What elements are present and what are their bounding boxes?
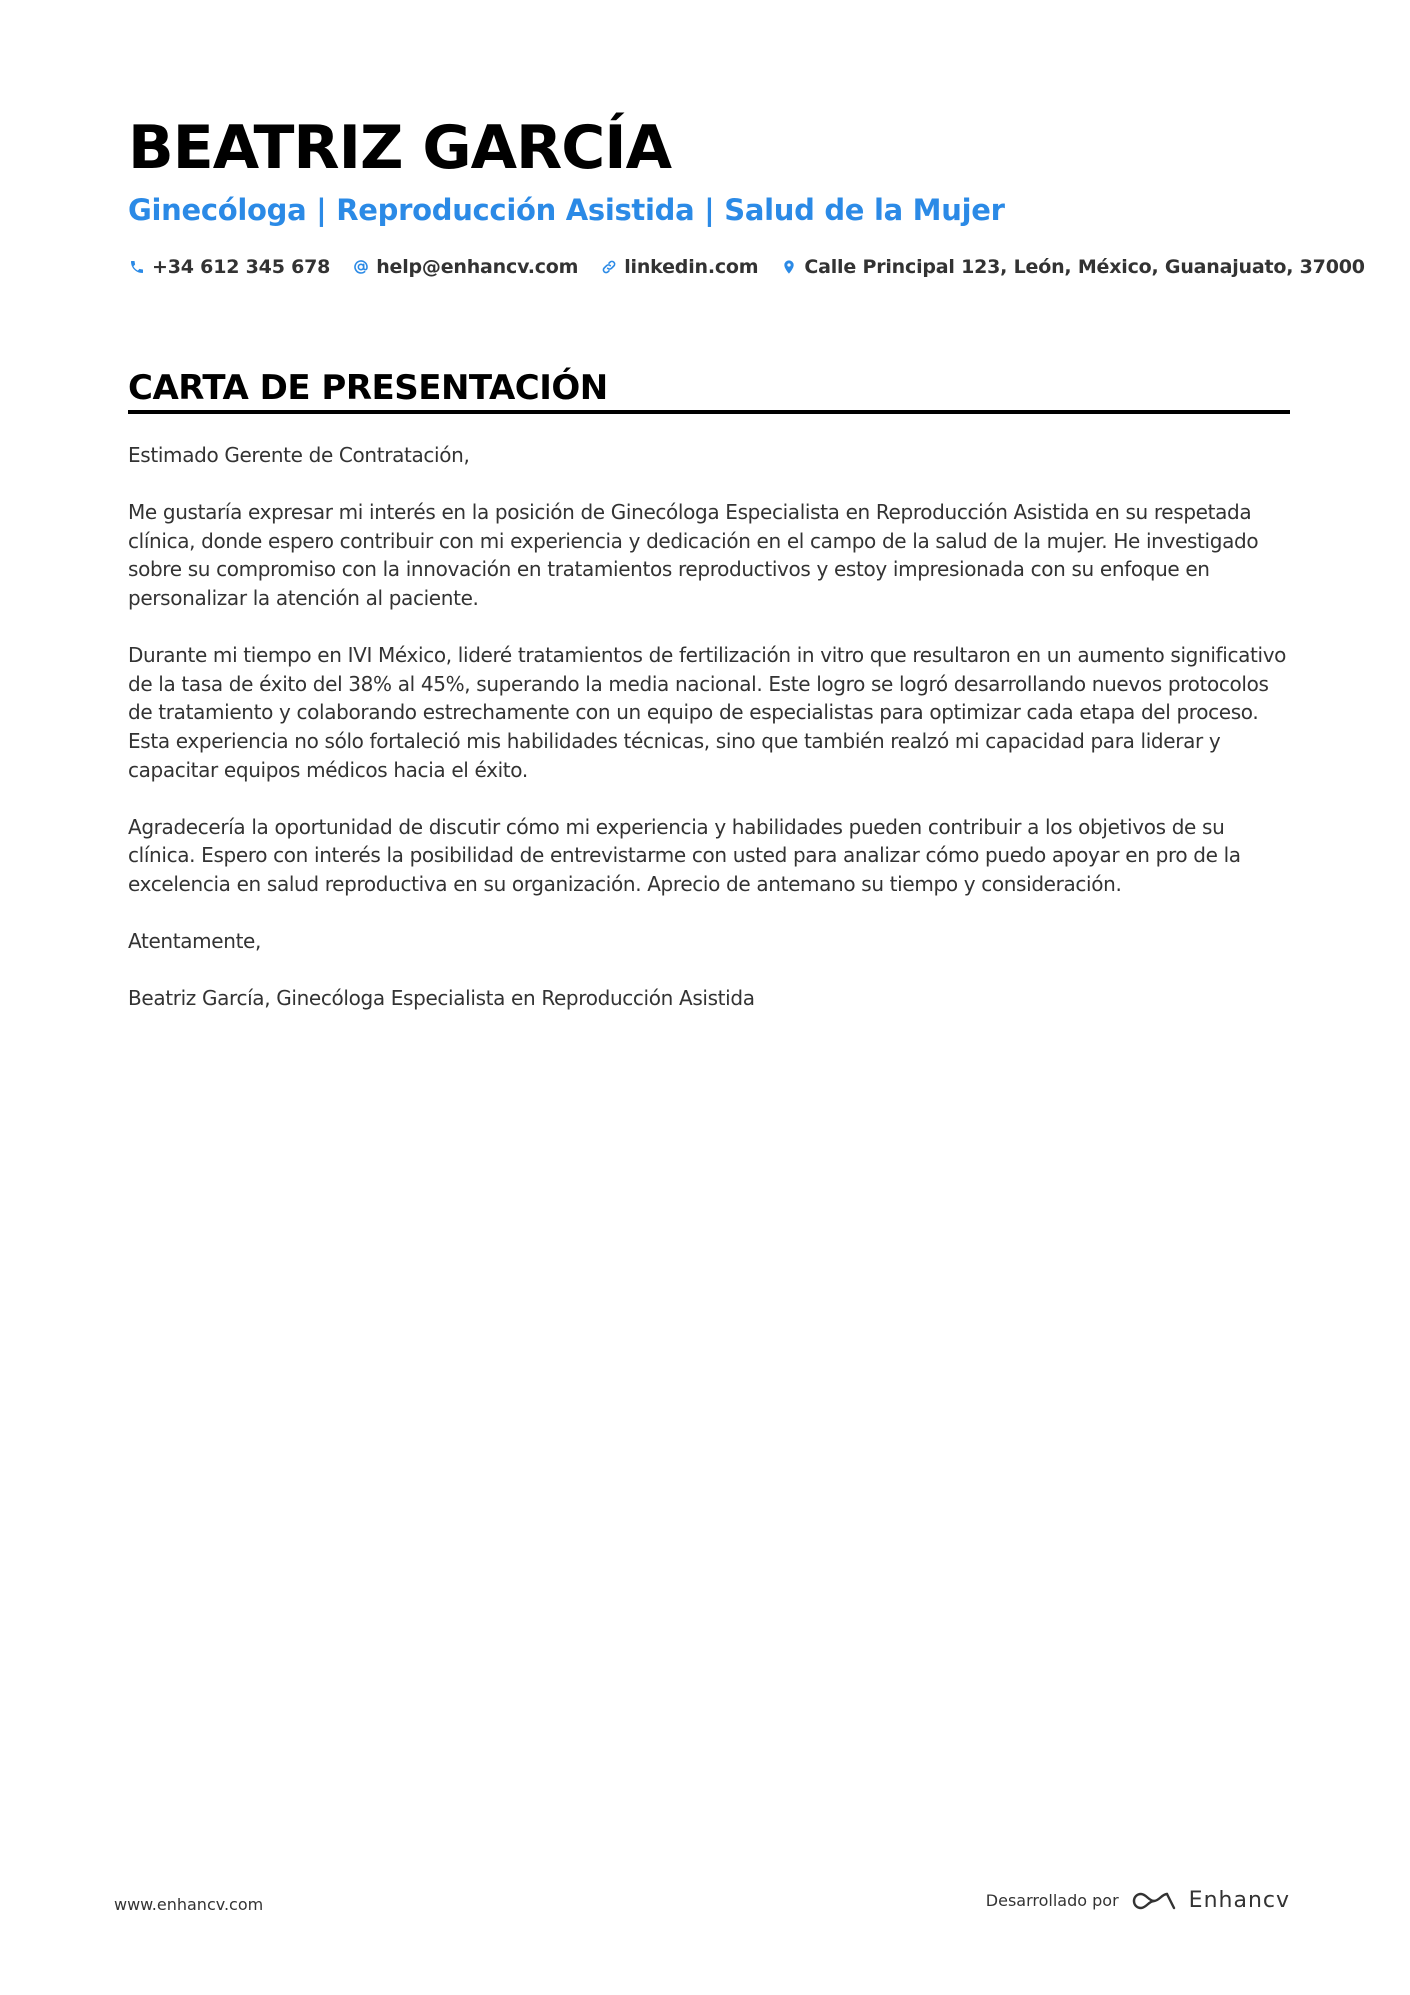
letter-paragraph: Durante mi tiempo en IVI México, lideré tratamientos de fertilización in vitro que resultaron en un aumento significativo de la tasa de éxito del 38% al 45%, superando la media nacional. Este logro se logró desarrollando nuevos protocolos de tratamiento y colaborando estrechamente con un equipo de especialistas para optimizar cada etapa del proceso. Esta experiencia no sólo fortaleció mis habilidades técnicas, sino que también realzó mi capacidad para liderar y capacitar equipos médicos hacia el éxito. <box>128 643 1287 782</box>
contact-email[interactable] <box>352 256 578 278</box>
footer-powered-by: Desarrollado por <box>985 1891 1119 1910</box>
letter-paragraph: Me gustaría expresar mi interés en la posición de Ginecóloga Especialista en Reproducción Asistida en su respetada clínica, donde espero contribuir con mi experiencia y dedicación en el campo de la salud de la mujer. He investigado sobre su compromiso con la innovación en tratamientos reproductivos y estoy impresionada con su enfoque en personalizar la atención al paciente. <box>128 500 1259 610</box>
enhancv-logo-icon <box>1131 1889 1177 1913</box>
link-icon <box>600 258 618 276</box>
letter-greeting: Estimado Gerente de Contratación, <box>128 443 470 467</box>
section-title: CARTA DE PRESENTACIÓN <box>128 368 608 408</box>
location-pin-icon <box>780 258 798 276</box>
contact-bar <box>128 252 1387 282</box>
letter-body <box>128 441 1293 1041</box>
contact-address <box>780 256 1364 278</box>
contact-address-text: Calle Principal 123, León, México, Guanajuato, 37000 <box>804 256 1365 278</box>
contact-email-text: help@enhancv.com <box>376 256 579 278</box>
contact-linkedin-text: linkedin.com <box>624 256 759 278</box>
phone-icon <box>128 258 146 276</box>
letter-closing: Atentamente, <box>128 929 262 954</box>
candidate-headline: Ginecóloga | Reproducción Asistida | Salud de la Mujer <box>128 193 1005 227</box>
letter-signature: Beatriz García, Ginecóloga Especialista en Reproducción Asistida <box>128 986 755 1011</box>
at-icon <box>352 258 370 276</box>
letter-paragraph: Agradecería la oportunidad de discutir cómo mi experiencia y habilidades pueden contribuir a los objetivos de su clínica. Espero con interés la posibilidad de entrevistarme con usted para analizar cómo puedo apoyar en pro de la excelencia en salud reproductiva en su organización. Aprecio de antemano su tiempo y consideración. <box>128 814 1241 896</box>
candidate-name: BEATRIZ GARCÍA <box>128 113 672 183</box>
contact-phone-text: +34 612 345 678 <box>152 256 331 278</box>
enhancv-logo-wordmark: Enhancv <box>1188 1888 1290 1913</box>
footer-website[interactable]: www.enhancv.com <box>114 1895 264 1914</box>
contact-phone[interactable] <box>128 256 330 278</box>
section-divider <box>128 410 1290 414</box>
footer-branding[interactable] <box>986 1888 1290 1913</box>
contact-linkedin[interactable] <box>600 256 758 278</box>
